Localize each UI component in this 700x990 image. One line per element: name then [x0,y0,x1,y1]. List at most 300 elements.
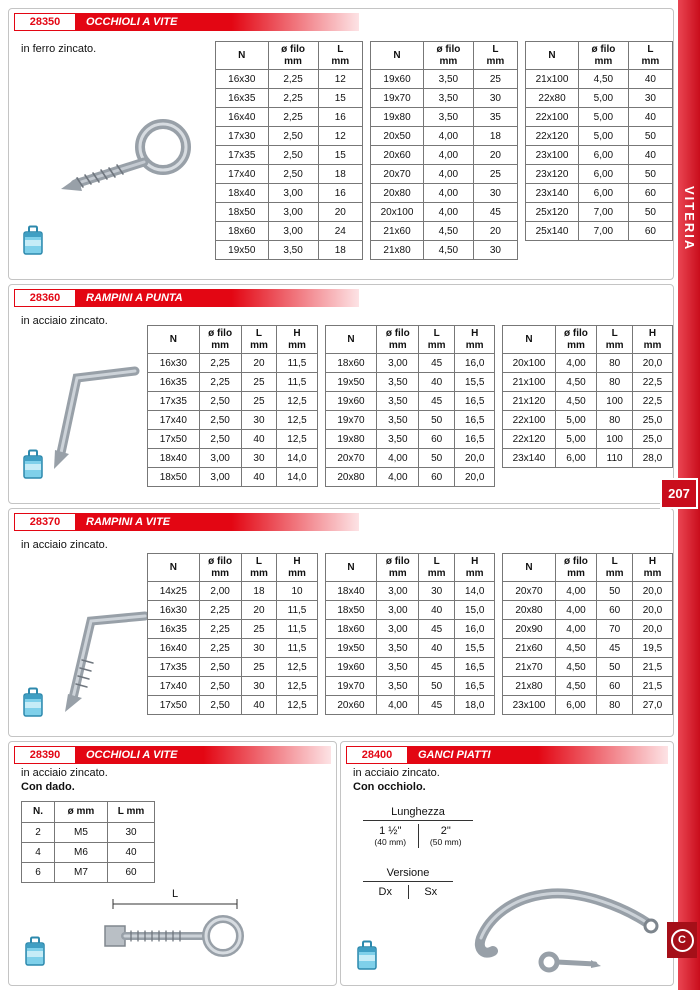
table-header-cell: ø filo mm [555,326,597,354]
spec-table [502,325,673,468]
table-cell: 3,50 [377,639,419,658]
table-cell: 6,00 [555,696,597,715]
table-cell: 20,0 [632,620,672,639]
table-cell: 60 [419,468,455,487]
table-row [526,127,673,146]
flat-hook-photo [453,864,665,976]
section-header [14,289,668,307]
table-header-cell: L mm [597,326,633,354]
table-cell: 28,0 [632,449,672,468]
table-cell: 50 [419,449,455,468]
table-header-cell: ø filo mm [268,42,318,70]
table-cell: 50 [628,165,672,184]
length-label: Lunghezza [363,806,473,821]
table-row [503,449,673,468]
table-cell: 3,50 [377,658,419,677]
table-cell: 12,5 [277,696,317,715]
table-cell: 100 [597,392,633,411]
table-cell: 19,5 [632,639,672,658]
table-row [503,392,673,411]
table-row [371,222,518,241]
table-cell: 40 [628,146,672,165]
table-cell: 50 [628,127,672,146]
table-cell: 5,00 [579,127,629,146]
table-cell: 3,00 [268,203,318,222]
table-row [216,184,363,203]
table-row [371,146,518,165]
table-row [503,601,673,620]
table-cell: 18x60 [325,620,377,639]
table-cell: 2 [22,823,55,843]
version-value: Dx [378,886,392,898]
table-cell: 2,50 [199,430,241,449]
table-row [526,203,673,222]
table-cell: 30 [108,823,155,843]
table-cell: 14,0 [455,582,495,601]
section-title: GANCI PIATTI [408,746,668,764]
table-cell: 100 [597,430,633,449]
section-header [14,746,331,764]
table-cell: 3,00 [377,354,419,373]
table-cell: 2,50 [268,127,318,146]
table-row [216,241,363,260]
table-cell: 20x60 [371,146,424,165]
table-cell: 5,00 [579,89,629,108]
table-cell: 21x60 [371,222,424,241]
table-row [22,863,155,883]
table-cell: 11,5 [277,354,317,373]
table-row [22,823,155,843]
table-cell: 16,5 [455,658,495,677]
table-cell: 17x35 [216,146,269,165]
table-cell: 6,00 [579,146,629,165]
table-cell: 20x70 [325,449,377,468]
spec-table [370,41,518,260]
spec-tables [147,325,673,487]
table-header-cell: ø filo mm [377,326,419,354]
table-cell: 45 [419,620,455,639]
table-cell: 80 [597,411,633,430]
table-header-cell: H mm [277,326,317,354]
table-cell: 50 [597,658,633,677]
table-header-cell: L mm [419,326,455,354]
version-option [363,885,408,899]
table-cell: 15,5 [455,373,495,392]
sidebar-category-label: VITERIA [682,186,697,252]
table-cell: 3,50 [424,108,474,127]
table-cell: 4,00 [424,146,474,165]
table-cell: 40 [419,639,455,658]
table-cell: 80 [597,696,633,715]
table-cell: 40 [241,696,277,715]
table-cell: 4,50 [555,658,597,677]
table-row [526,222,673,241]
table-cell: 45 [419,696,455,715]
table-row [526,70,673,89]
table-cell: 4,50 [424,241,474,260]
table-cell: 4,00 [424,165,474,184]
table-header-cell: H mm [277,554,317,582]
table-cell: 110 [597,449,633,468]
table-row [503,582,673,601]
table-cell: 21x80 [503,677,555,696]
table-cell: 16,0 [455,620,495,639]
table-cell: 20 [241,354,277,373]
table-cell: 40 [628,108,672,127]
table-header-cell: H mm [455,554,495,582]
table-cell: 30 [628,89,672,108]
table-cell: 25x120 [526,203,579,222]
table-row [325,620,495,639]
section-title: OCCHIOLI A VITE [76,746,331,764]
section-description: in acciaio zincato. [21,767,108,779]
table-cell: 16,5 [455,411,495,430]
section-28360 [8,284,674,504]
table-cell: 2,50 [199,696,241,715]
table-cell: 21,5 [632,677,672,696]
table-header-cell: L mm [419,554,455,582]
table-cell: 45 [473,203,517,222]
section-code: 28350 [14,13,76,31]
table-cell: 3,00 [377,601,419,620]
table-header-cell: L mm [597,554,633,582]
table-cell: 3,50 [377,677,419,696]
table-cell: 22x100 [503,411,555,430]
table-cell: 19x60 [371,70,424,89]
table-header-cell: N [216,42,269,70]
table-row [503,430,673,449]
spec-table [147,325,318,487]
table-row [526,165,673,184]
table-cell: 14x25 [148,582,200,601]
table-cell: 7,00 [579,203,629,222]
table-row [325,430,495,449]
table-cell: 18x60 [216,222,269,241]
table-cell: 12 [318,127,362,146]
spec-table [215,41,363,260]
table-header-cell: N [148,326,200,354]
table-cell: 18 [318,165,362,184]
table-cell: 21x120 [503,392,555,411]
table-cell: 3,50 [424,89,474,108]
section-subtitle: Con dado. [21,781,75,793]
table-row [148,468,318,487]
table-cell: 12,5 [277,658,317,677]
table-cell: 18 [241,582,277,601]
table-cell: 3,00 [377,620,419,639]
table-row [325,582,495,601]
table-cell: 40 [108,843,155,863]
table-row [148,658,318,677]
table-cell: 3,00 [268,222,318,241]
section-subtitle: Con occhiolo. [353,781,426,793]
table-cell: 12,5 [277,677,317,696]
version-label: Versione [363,867,453,882]
table-cell: 6,00 [579,184,629,203]
section-description: in acciaio zincato. [353,767,440,779]
dimension-label: L [171,888,179,900]
table-cell: 20x50 [371,127,424,146]
table-cell: 15 [318,89,362,108]
table-cell: 23x120 [526,165,579,184]
table-cell: 70 [597,620,633,639]
section-header [346,746,668,764]
table-cell: 7,00 [579,222,629,241]
spec-table [147,553,318,715]
table-header-cell: N [371,42,424,70]
length-options [363,806,473,848]
table-cell: 11,5 [277,639,317,658]
table-cell: 4,00 [555,354,597,373]
table-row [503,677,673,696]
table-cell: 45 [597,639,633,658]
table-cell: 5,00 [555,411,597,430]
table-cell: 4,00 [555,601,597,620]
table-row [325,639,495,658]
package-icon [355,940,379,972]
package-icon [21,225,45,257]
table-cell: 16x40 [148,639,200,658]
table-row [22,843,155,863]
table-cell: 4,50 [424,222,474,241]
table-cell: 2,50 [199,392,241,411]
table-cell: 21x60 [503,639,555,658]
spec-tables [147,553,673,715]
table-cell: M7 [55,863,108,883]
table-cell: 18 [473,127,517,146]
table-cell: 4,00 [424,203,474,222]
table-cell: 16x35 [148,620,200,639]
table-cell: 6 [22,863,55,883]
table-row [216,203,363,222]
table-cell: 3,00 [377,582,419,601]
table-cell: 3,00 [199,468,241,487]
table-row [325,354,495,373]
section-code: 28400 [346,746,408,764]
eyebolt-with-nut-photo [79,886,269,968]
table-cell: 50 [628,203,672,222]
table-row [216,222,363,241]
length-mm: (40 mm) [374,837,407,847]
table-row [216,108,363,127]
table-cell: 17x35 [148,392,200,411]
table-cell: 16,5 [455,392,495,411]
table-cell: 4,50 [555,373,597,392]
table-cell: 15 [318,146,362,165]
package-icon [21,449,45,481]
table-row [371,165,518,184]
table-row [148,582,318,601]
table-cell: 35 [473,108,517,127]
table-header-cell: ø filo mm [424,42,474,70]
table-cell: 19x70 [325,677,377,696]
table-cell: 16,5 [455,677,495,696]
table-cell: 2,50 [268,146,318,165]
table-header-cell: N. [22,802,55,823]
table-cell: 25 [241,620,277,639]
version-options [363,867,453,899]
table-cell: 45 [419,392,455,411]
table-cell: 27,0 [632,696,672,715]
table-cell: 16x30 [216,70,269,89]
package-icon [23,936,47,968]
table-row [216,127,363,146]
spec-table [325,553,496,715]
table-header-cell: N [503,326,555,354]
table-cell: 30 [241,639,277,658]
table-cell: 25 [241,658,277,677]
table-cell: 20x100 [503,354,555,373]
table-cell: 4,50 [579,70,629,89]
section-28370 [8,508,674,737]
table-row [526,184,673,203]
table-row [526,146,673,165]
section-description: in acciaio zincato. [21,539,108,551]
table-cell: 22x120 [503,430,555,449]
table-cell: M5 [55,823,108,843]
table-cell: 4,50 [555,392,597,411]
table-cell: 45 [419,354,455,373]
table-cell: 60 [597,601,633,620]
brand-logo [667,922,697,958]
table-row [148,601,318,620]
table-row [148,430,318,449]
table-cell: 60 [108,863,155,883]
table-cell: 18,0 [455,696,495,715]
table-row [148,411,318,430]
table-row [325,373,495,392]
table-row [325,411,495,430]
table-cell: 80 [597,354,633,373]
table-cell: 23x140 [503,449,555,468]
table-cell: 25x140 [526,222,579,241]
table-header-cell: L mm [318,42,362,70]
table-cell: 19x50 [216,241,269,260]
table-row [371,70,518,89]
section-description: in ferro zincato. [21,43,97,55]
table-cell: 16x40 [216,108,269,127]
table-cell: 3,00 [268,184,318,203]
section-28390 [8,741,337,986]
table-row [503,696,673,715]
table-cell: 17x50 [148,696,200,715]
table-cell: 40 [241,468,277,487]
table-cell: 3,50 [424,70,474,89]
table-cell: 11,5 [277,620,317,639]
table-cell: 25 [473,165,517,184]
screw-hook-photo [31,604,161,714]
table-cell: 30 [473,184,517,203]
table-cell: 30 [419,582,455,601]
table-cell: 23x100 [526,146,579,165]
table-row [325,696,495,715]
table-row [325,468,495,487]
table-cell: 3,50 [377,411,419,430]
table-row [148,696,318,715]
table-row [148,620,318,639]
table-cell: 20 [473,222,517,241]
table-header-cell: H mm [455,326,495,354]
table-header-cell: N [503,554,555,582]
table-cell: 4,00 [555,582,597,601]
spec-tables [215,41,673,260]
table-cell: 14,0 [277,468,317,487]
table-cell: 20,0 [632,601,672,620]
version-option [408,885,454,899]
table-cell: 30 [241,411,277,430]
table-cell: 6,00 [555,449,597,468]
table-row [216,146,363,165]
table-cell: 12,5 [277,411,317,430]
table-cell: 15,5 [455,639,495,658]
table-cell: M6 [55,843,108,863]
spec-table [21,801,155,883]
table-header-cell: L mm [628,42,672,70]
table-cell: 50 [597,582,633,601]
table-cell: 17x50 [148,430,200,449]
table-cell: 22,5 [632,392,672,411]
table-cell: 2,25 [199,601,241,620]
table-header-cell: ø filo mm [199,326,241,354]
table-row [148,354,318,373]
table-cell: 18x40 [216,184,269,203]
section-header [14,13,668,31]
table-cell: 12 [318,70,362,89]
table-cell: 19x50 [325,639,377,658]
table-row [148,373,318,392]
section-code: 28360 [14,289,76,307]
table-cell: 22x120 [526,127,579,146]
table-row [216,165,363,184]
table-cell: 20,0 [632,582,672,601]
spec-tables [21,801,155,883]
table-header-cell: ø filo mm [199,554,241,582]
table-cell: 30 [473,241,517,260]
table-cell: 50 [419,411,455,430]
spec-table [525,41,673,241]
table-cell: 6,00 [579,165,629,184]
table-row [325,392,495,411]
table-cell: 2,50 [199,411,241,430]
table-header-cell: N [526,42,579,70]
table-cell: 16 [318,184,362,203]
table-cell: 3,50 [268,241,318,260]
length-size: 2" [440,825,451,837]
table-cell: 2,50 [199,658,241,677]
table-row [526,89,673,108]
table-row [325,449,495,468]
table-cell: 4 [22,843,55,863]
table-row [503,354,673,373]
section-title: RAMPINI A PUNTA [76,289,359,307]
table-cell: 19x60 [325,392,377,411]
table-cell: 4,50 [555,677,597,696]
table-cell: 20x60 [325,696,377,715]
table-cell: 19x80 [371,108,424,127]
brand-logo-letter: C [671,929,694,952]
table-cell: 20x90 [503,620,555,639]
table-row [325,677,495,696]
section-28350 [8,8,674,280]
table-cell: 16x35 [148,373,200,392]
table-cell: 15,0 [455,601,495,620]
table-cell: 19x70 [371,89,424,108]
table-cell: 45 [419,658,455,677]
table-cell: 4,00 [424,127,474,146]
table-row [503,658,673,677]
table-cell: 20 [241,601,277,620]
table-row [325,658,495,677]
